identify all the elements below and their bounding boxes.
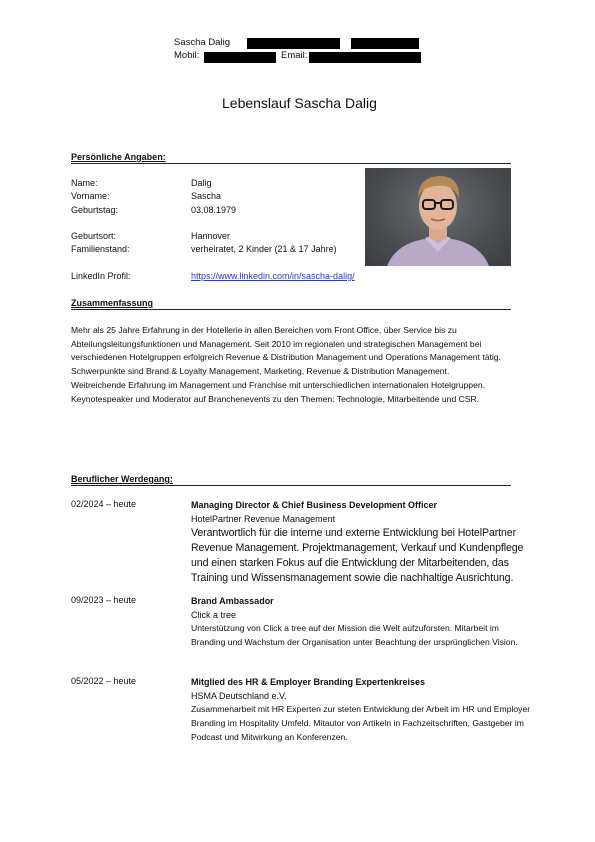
career-company: Click a tree	[191, 610, 237, 620]
geburtstag-label: Geburtstag:	[71, 205, 119, 215]
profile-photo	[365, 168, 511, 266]
career-description: Unterstützung von Click a tree auf der Mission die Welt aufzuforsten. Mitarbeit im Branding und Wachstum der Organisation unter Beachtung der ursprünglichen Vision.	[191, 623, 518, 647]
mobil-label: Mobil:	[174, 50, 200, 61]
career-date: 05/2022 – heute	[71, 676, 137, 686]
summary-paragraph: Weitreichende Erfahrung im Management und Franchise mit unterschiedlichen internationalen Hotelgruppen.	[71, 379, 486, 390]
name-value: Dalig	[191, 178, 212, 188]
vorname-value: Sascha	[191, 191, 222, 201]
header-name: Sascha Dalig	[174, 37, 230, 48]
familienstand-label: Familienstand:	[71, 244, 130, 254]
career-description: Verantwortlich für die interne und externe Entwicklung bei HotelPartner Revenue Management. Projektmanagement, Verkauf und Kundenpflege und einen starken Fokus auf die Entwicklung der Mitarbeitenden, das Training und Wissensmanagement sowie die nachhaltige Ausrichtung.	[191, 527, 524, 584]
geburtstag-value: 03.08.1979	[191, 205, 237, 215]
email-label: Email:	[281, 50, 308, 61]
linkedin-label: LinkedIn Profil:	[71, 271, 131, 281]
geburtsort-label: Geburtsort:	[71, 231, 117, 241]
redaction-bar	[247, 38, 340, 49]
vorname-label: Vorname:	[71, 191, 110, 201]
linkedin-link[interactable]: https://www.linkedin.com/in/sascha-dalig/	[191, 271, 355, 281]
career-role: Managing Director & Chief Business Development Officer	[191, 500, 438, 510]
section-heading-personal: Persönliche Angaben:	[71, 152, 511, 164]
career-role: Brand Ambassador	[191, 596, 274, 606]
section-heading-summary: Zusammenfassung	[71, 298, 511, 310]
summary-paragraph: Keynotespeaker und Moderator auf Branchenevents zu den Themen: Technologie, Mitarbeitende und CSR.	[71, 393, 480, 404]
redaction-bar	[309, 52, 421, 63]
geburtsort-value: Hannover	[191, 231, 231, 241]
page-title: Lebenslauf Sascha Dalig	[222, 95, 377, 111]
career-entry	[191, 675, 531, 744]
section-heading-career: Beruflicher Werdegang:	[71, 474, 511, 486]
career-date: 02/2024 – heute	[71, 499, 137, 509]
summary-paragraph: Schwerpunkte sind Brand & Loyalty Management, Marketing, Revenue & Distribution Management.	[71, 366, 450, 377]
career-company: HSMA Deutschland e.V.	[191, 691, 287, 701]
career-role: Mitglied des HR & Employer Branding Expertenkreises	[191, 677, 426, 687]
career-description: Zusammenarbeit mit HR Experten zur steten Entwicklung der Arbeit im HR und Employer Branding im Hospitality Umfeld. Mitautor von Artikeln in Fachzeitschriften, Gastgeber im Podcast und Mitwirkung an Konferenzen.	[191, 704, 531, 742]
summary-paragraph: Mehr als 25 Jahre Erfahrung in der Hotellerie in allen Bereichen vom Front Office, über Service bis zu Abteilungsleitungsfunktionen und Management. Seit 2010 im regionalen und strategischen Management bei verschiedenen Hotelgruppen erfolgreich Revenue & Distribution Management und Operations Management tätig.	[71, 325, 501, 363]
career-company: HotelPartner Revenue Management	[191, 514, 336, 524]
career-entry	[191, 594, 531, 650]
familienstand-value: verheiratet, 2 Kinder (21 & 17 Jahre)	[191, 244, 337, 254]
career-entry	[191, 498, 531, 586]
redaction-bar	[351, 38, 419, 49]
redaction-bar	[204, 52, 276, 63]
name-label: Name:	[71, 178, 98, 188]
career-date: 09/2023 – heute	[71, 595, 137, 605]
summary-block	[71, 324, 526, 406]
